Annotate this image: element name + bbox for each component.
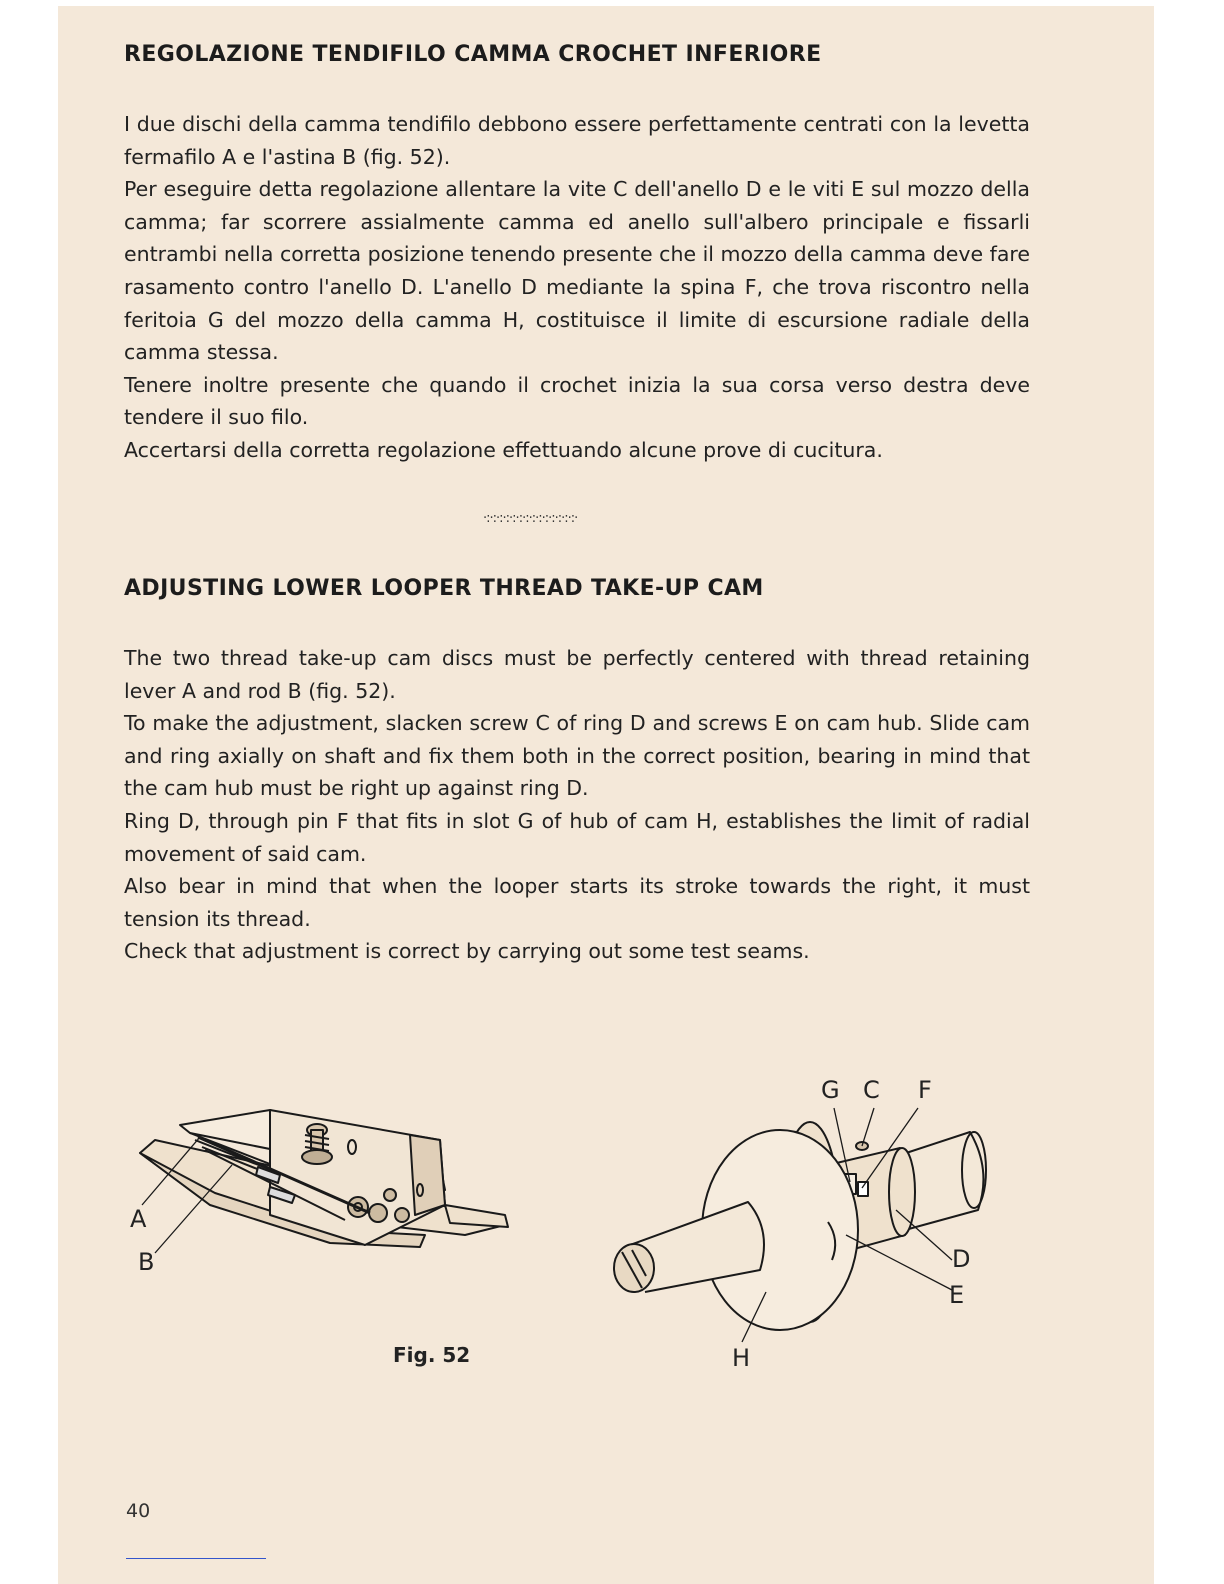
label-d: D (952, 1245, 971, 1273)
italian-paragraph: Tenere inoltre presente che quando il crochet inizia la sua corsa verso destra deve tendere il suo filo. (124, 372, 1030, 430)
italian-paragraph: Per eseguire detta regolazione allentare la vite C dell'anello D e le viti E sul mozzo della camma; far scorrere assialmente camma ed anello sull'albero principale e fissarli entrambi nella corretta posizione tenendo presente che il mozzo della camma deve fare rasamento contro l'anello D. L'anello D mediante la spina F, che trova riscontro nella feritoia G del mozzo della camma H, costituisce il limite di escursione radiale della camma stessa. (124, 177, 1030, 365)
english-section-title: ADJUSTING LOWER LOOPER THREAD TAKE-UP CAM (124, 576, 764, 601)
label-a: A (130, 1205, 147, 1233)
label-b: B (138, 1248, 155, 1276)
page-number: 40 (126, 1500, 151, 1522)
label-e: E (949, 1281, 965, 1309)
italian-section-body (124, 108, 1030, 467)
label-c: C (863, 1076, 880, 1104)
english-paragraph: To make the adjustment, slacken screw C of ring D and screws E on cam hub. Slide cam and ring axially on shaft and fix them both in the correct position, bearing in mind that the cam hub must be right up against ring D. (124, 711, 1030, 801)
label-h: H (732, 1344, 751, 1372)
english-paragraph: Check that adjustment is correct by carrying out some test seams. (124, 939, 810, 964)
italian-paragraph: I due dischi della camma tendifilo debbono essere perfettamente centrati con la levetta fermafilo A e l'astina B (fig. 52). (124, 112, 1030, 169)
english-paragraph: The two thread take-up cam discs must be perfectly centered with thread retaining lever A and rod B (fig. 52). (124, 646, 1030, 703)
footer-rule (126, 1558, 266, 1559)
italian-section-title: REGOLAZIONE TENDIFILO CAMMA CROCHET INFERIORE (124, 42, 822, 67)
lever-assembly-drawing (120, 1095, 520, 1285)
section-separator: ·:·:·:·:·:·:·:·:·:·:·:·:·:·:· (483, 511, 578, 526)
take-up-cam-drawing (600, 1070, 1010, 1375)
english-paragraph: Ring D, through pin F that fits in slot G of hub of cam H, establishes the limit of radial movement of said cam. (124, 808, 1030, 866)
label-g: G (821, 1076, 840, 1104)
figure-caption: Fig. 52 (393, 1343, 471, 1367)
english-paragraph: Also bear in mind that when the looper starts its stroke towards the right, it must tension its thread. (124, 874, 1030, 931)
label-f: F (918, 1076, 932, 1104)
english-section-body (124, 642, 1030, 968)
italian-paragraph: Accertarsi della corretta regolazione effettuando alcune prove di cucitura. (124, 437, 883, 462)
